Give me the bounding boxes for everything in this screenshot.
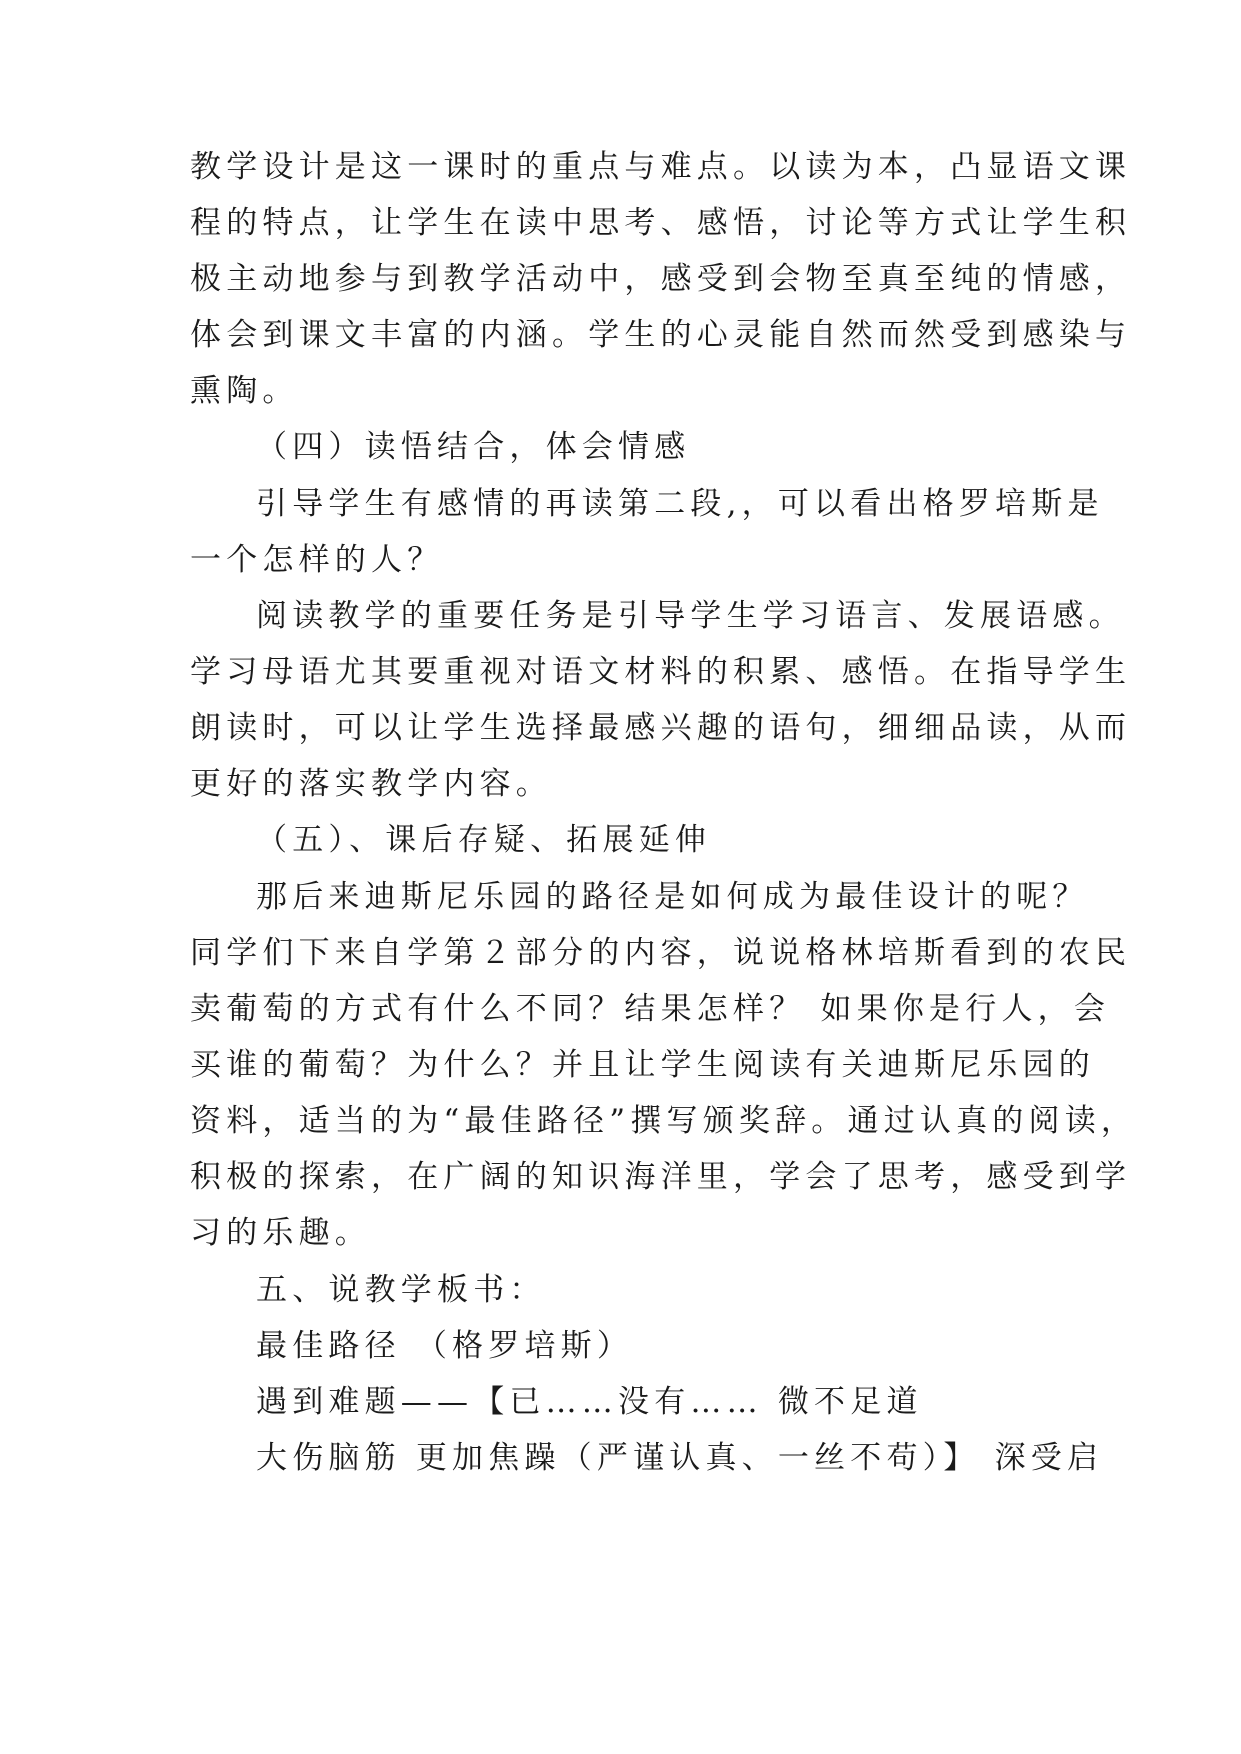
text-line: 极主动地参与到教学活动中，感受到会物至真至纯的情感， — [190, 261, 1132, 297]
text-line: 卖葡萄的方式有什么不同？结果怎样？ 如果你是行人，会 — [190, 991, 1111, 1027]
section-heading: 五、说教学板书： — [256, 1272, 546, 1308]
text-line: 买谁的葡萄？为什么？并且让学生阅读有关迪斯尼乐园的 — [190, 1047, 1095, 1083]
section-heading: （四）读悟结合，体会情感 — [256, 429, 691, 465]
text-line: 那后来迪斯尼乐园的路径是如何成为最佳设计的呢？ — [256, 879, 1089, 915]
text-line: 程的特点，让学生在读中思考、感悟，讨论等方式让学生积 — [190, 205, 1132, 241]
text-line: 资料，适当的为“最佳路径”撰写颁奖辞。通过认真的阅读， — [190, 1103, 1138, 1139]
text-line: 更好的落实教学内容。 — [190, 766, 552, 802]
text-line: 大伤脑筋 更加焦躁（严谨认真、一丝不苟）】 深受启 — [256, 1440, 1104, 1476]
text-line: 最佳路径 （格罗培斯） — [256, 1328, 634, 1364]
text-line: 习的乐趣。 — [190, 1215, 371, 1251]
text-line: 朗读时，可以让学生选择最感兴趣的语句，细细品读，从而 — [190, 710, 1132, 746]
text-line: 教学设计是这一课时的重点与难点。以读为本，凸显语文课 — [190, 149, 1132, 185]
text-line: 阅读教学的重要任务是引导学生学习语言、发展语感。 — [256, 598, 1125, 634]
text-line: 学习母语尤其要重视对语文材料的积累、感悟。在指导学生 — [190, 654, 1132, 690]
text-line: 体会到课文丰富的内涵。学生的心灵能自然而然受到感染与 — [190, 317, 1132, 353]
text-line: 遇到难题——【已……没有…… 微不足道 — [256, 1384, 923, 1420]
text-line: 熏陶。 — [190, 373, 299, 409]
text-line: 引导学生有感情的再读第二段,，可以看出格罗培斯是 — [256, 486, 1104, 522]
text-line: 同学们下来自学第２部分的内容，说说格林培斯看到的农民 — [190, 935, 1132, 971]
text-line: 一个怎样的人？ — [190, 542, 444, 578]
text-line: 积极的探索，在广阔的知识海洋里，学会了思考，感受到学 — [190, 1159, 1132, 1195]
section-heading: （五）、课后存疑、拓展延伸 — [256, 822, 712, 858]
